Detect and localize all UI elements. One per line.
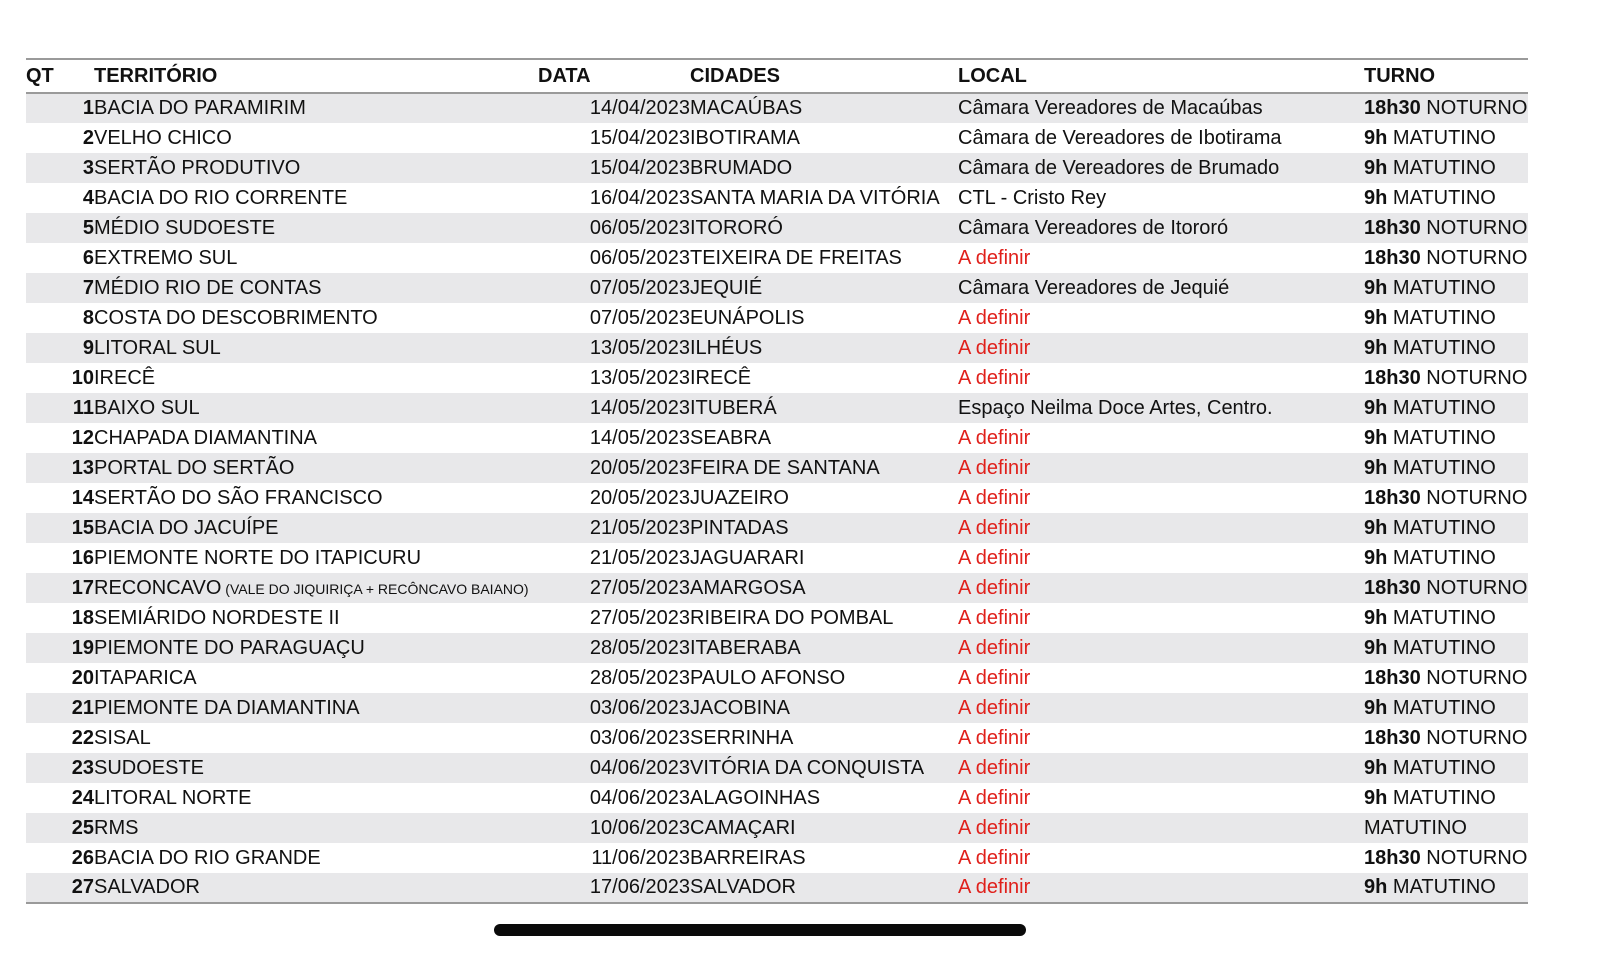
table-row: [26, 873, 1528, 903]
row-territorio-name: VELHO CHICO: [94, 126, 232, 149]
row-territorio-name: IRECÊ: [94, 366, 156, 389]
table-row: [26, 663, 1528, 693]
row-territorio: [94, 663, 538, 693]
table-row: [26, 813, 1528, 843]
row-territorio: [94, 483, 538, 513]
row-territorio-name: LITORAL NORTE: [94, 786, 252, 809]
row-territorio-name: SEMIÁRIDO NORDESTE II: [94, 606, 340, 629]
row-territorio-name: COSTA DO DESCOBRIMENTO: [94, 306, 378, 329]
row-local: A definir: [958, 816, 1031, 839]
row-data: 10/06/2023: [589, 816, 690, 839]
row-hora: 18h30: [1364, 216, 1427, 239]
row-data: 16/04/2023: [589, 186, 690, 209]
row-local: Espaço Neilma Doce Artes, Centro.: [958, 396, 1273, 419]
table-row: [26, 423, 1528, 453]
row-cidade: TEIXEIRA DE FREITAS: [690, 246, 902, 269]
row-turno: [1364, 723, 1528, 753]
row-turno: [1364, 423, 1528, 453]
row-qt: 17: [71, 576, 94, 599]
row-hora: 18h30: [1364, 366, 1427, 389]
row-territorio: [94, 513, 538, 543]
row-territorio: [94, 393, 538, 423]
row-cidade: PAULO AFONSO: [690, 666, 846, 689]
row-local: Câmara de Vereadores de Ibotirama: [958, 126, 1282, 149]
row-turno: [1364, 603, 1528, 633]
row-turno-label: NOTURNO: [1426, 216, 1528, 239]
row-qt: 25: [71, 816, 94, 839]
table-row: [26, 483, 1528, 513]
row-cidade: ITABERABA: [690, 636, 801, 659]
row-turno-label: NOTURNO: [1426, 486, 1528, 509]
row-territorio: [94, 753, 538, 783]
table-row: [26, 183, 1528, 213]
row-data: 17/06/2023: [589, 876, 690, 898]
table-row: [26, 303, 1528, 333]
row-hora: 9h: [1364, 636, 1393, 659]
row-hora: 9h: [1364, 396, 1393, 419]
row-local: A definir: [958, 426, 1031, 449]
row-hora: 9h: [1364, 876, 1393, 898]
row-qt: 24: [71, 786, 94, 809]
row-territorio-name: BACIA DO RIO CORRENTE: [94, 186, 348, 209]
row-territorio-name: PIEMONTE DA DIAMANTINA: [94, 696, 360, 719]
row-hora: 18h30: [1364, 576, 1427, 599]
row-turno: [1364, 843, 1528, 873]
row-cidade: SANTA MARIA DA VITÓRIA: [690, 186, 940, 209]
row-turno: [1364, 93, 1528, 123]
row-turno: [1364, 573, 1528, 603]
row-turno: [1364, 513, 1528, 543]
row-territorio: [94, 93, 538, 123]
row-hora: 9h: [1364, 696, 1393, 719]
row-territorio: [94, 303, 538, 333]
row-turno-label: MATUTINO: [1392, 876, 1496, 898]
row-local: Câmara Vereadores de Itororó: [958, 216, 1229, 239]
row-qt: 23: [71, 756, 94, 779]
row-turno: [1364, 633, 1528, 663]
row-hora: 9h: [1364, 426, 1393, 449]
row-turno-label: NOTURNO: [1426, 97, 1528, 119]
row-hora: 18h30: [1364, 97, 1427, 119]
row-territorio: [94, 243, 538, 273]
row-local: A definir: [958, 666, 1031, 689]
row-hora: 18h30: [1364, 846, 1427, 869]
row-qt: 13: [71, 456, 94, 479]
row-turno: [1364, 183, 1528, 213]
schedule-sheet: [26, 58, 1528, 904]
row-hora: 18h30: [1364, 246, 1427, 269]
row-turno-label: MATUTINO: [1392, 786, 1496, 809]
row-cidade: CAMAÇARI: [690, 816, 796, 839]
row-turno-label: NOTURNO: [1426, 246, 1528, 269]
row-cidade: ITUBERÁ: [690, 396, 777, 419]
row-data: 21/05/2023: [589, 546, 690, 569]
row-turno-label: MATUTINO: [1392, 156, 1496, 179]
row-local: A definir: [958, 696, 1031, 719]
row-cidade: SALVADOR: [690, 876, 796, 898]
row-cidade: PINTADAS: [690, 516, 789, 539]
row-local: A definir: [958, 876, 1031, 898]
row-local: A definir: [958, 786, 1031, 809]
row-data: 13/05/2023: [589, 366, 690, 389]
row-local: A definir: [958, 636, 1031, 659]
row-turno: [1364, 783, 1528, 813]
row-territorio: [94, 153, 538, 183]
row-turno-label: NOTURNO: [1426, 666, 1528, 689]
row-turno-label: MATUTINO: [1392, 516, 1496, 539]
row-turno: [1364, 363, 1528, 393]
table-row: [26, 843, 1528, 873]
row-qt: 11: [72, 396, 94, 419]
row-qt: 14: [71, 486, 94, 509]
home-indicator-bar[interactable]: [494, 924, 1026, 936]
row-qt: 15: [71, 516, 94, 539]
row-data: 11/06/2023: [591, 846, 690, 869]
row-territorio-name: MÉDIO SUDOESTE: [94, 216, 276, 239]
row-qt: 16: [71, 546, 94, 569]
row-qt: 1: [82, 97, 94, 119]
row-territorio-name: PORTAL DO SERTÃO: [94, 456, 295, 479]
header-territorio: TERRITÓRIO: [94, 64, 218, 87]
row-turno-label: MATUTINO: [1392, 186, 1496, 209]
row-territorio: [94, 123, 538, 153]
row-territorio: [94, 693, 538, 723]
row-data: 03/06/2023: [589, 726, 690, 749]
row-cidade: SERRINHA: [690, 726, 794, 749]
row-territorio: [94, 453, 538, 483]
row-local: A definir: [958, 726, 1031, 749]
row-hora: 9h: [1364, 276, 1393, 299]
row-territorio: [94, 543, 538, 573]
row-territorio-name: BACIA DO RIO GRANDE: [94, 846, 321, 869]
row-territorio: [94, 633, 538, 663]
row-data: 15/04/2023: [589, 156, 690, 179]
row-data: 14/05/2023: [589, 396, 690, 419]
row-turno-label: NOTURNO: [1426, 726, 1528, 749]
row-hora: 9h: [1364, 756, 1393, 779]
row-turno-label: MATUTINO: [1392, 126, 1496, 149]
row-territorio: [94, 813, 538, 843]
row-turno: [1364, 243, 1528, 273]
row-local: Câmara de Vereadores de Brumado: [958, 156, 1280, 179]
row-territorio-name: BACIA DO PARAMIRIM: [94, 97, 306, 119]
row-hora: 9h: [1364, 336, 1393, 359]
row-territorio-name: EXTREMO SUL: [94, 246, 238, 269]
row-hora: 9h: [1364, 306, 1393, 329]
row-cidade: MACAÚBAS: [690, 97, 803, 119]
row-qt: 26: [71, 846, 94, 869]
row-territorio: [94, 213, 538, 243]
table-row: [26, 783, 1528, 813]
row-data: 27/05/2023: [589, 576, 690, 599]
row-territorio: [94, 573, 538, 603]
row-data: 13/05/2023: [589, 336, 690, 359]
row-territorio: [94, 333, 538, 363]
row-cidade: IBOTIRAMA: [690, 126, 801, 149]
row-territorio-name: PIEMONTE DO PARAGUAÇU: [94, 636, 365, 659]
row-turno-label: NOTURNO: [1426, 576, 1528, 599]
row-qt: 27: [71, 876, 94, 898]
table-row: [26, 603, 1528, 633]
table-header-row: [26, 59, 1528, 93]
row-hora: 9h: [1364, 456, 1393, 479]
row-qt: 19: [71, 636, 94, 659]
row-territorio-name: SERTÃO DO SÃO FRANCISCO: [94, 486, 383, 509]
row-cidade: FEIRA DE SANTANA: [690, 456, 880, 479]
row-cidade: EUNÁPOLIS: [690, 306, 805, 329]
row-qt: 7: [82, 276, 94, 299]
row-turno-label: MATUTINO: [1392, 306, 1496, 329]
row-cidade: JEQUIÉ: [690, 276, 763, 299]
row-data: 27/05/2023: [589, 606, 690, 629]
row-qt: 2: [82, 126, 94, 149]
table-row: [26, 633, 1528, 663]
row-local: A definir: [958, 456, 1031, 479]
row-local: A definir: [958, 306, 1031, 329]
row-territorio-note: (VALE DO JIQUIRIÇA + RECÔNCAVO BAIANO): [221, 580, 529, 597]
row-cidade: AMARGOSA: [690, 576, 806, 599]
row-turno: [1364, 813, 1528, 843]
row-turno-label: MATUTINO: [1392, 696, 1496, 719]
row-hora: 9h: [1364, 606, 1393, 629]
header-qt: QT: [26, 64, 54, 87]
row-local: A definir: [958, 846, 1031, 869]
table-row: [26, 123, 1528, 153]
row-hora: 18h30: [1364, 726, 1427, 749]
table-body: [26, 93, 1528, 903]
row-territorio-name: SALVADOR: [94, 876, 200, 898]
row-territorio: [94, 873, 538, 903]
row-turno-label: MATUTINO: [1392, 336, 1496, 359]
row-data: 20/05/2023: [589, 456, 690, 479]
table-row: [26, 723, 1528, 753]
row-cidade: SEABRA: [690, 426, 772, 449]
row-local: A definir: [958, 576, 1031, 599]
row-data: 04/06/2023: [589, 756, 690, 779]
row-hora: 9h: [1364, 186, 1393, 209]
row-data: 20/05/2023: [589, 486, 690, 509]
row-territorio: [94, 603, 538, 633]
row-local: A definir: [958, 606, 1031, 629]
row-turno-label: MATUTINO: [1392, 606, 1496, 629]
row-territorio-name: RECONCAVO: [94, 576, 222, 599]
row-turno: [1364, 123, 1528, 153]
row-data: 03/06/2023: [589, 696, 690, 719]
row-territorio-name: MÉDIO RIO DE CONTAS: [94, 276, 322, 299]
header-turno: TURNO: [1364, 64, 1436, 87]
header-data: DATA: [538, 64, 591, 87]
row-data: 21/05/2023: [589, 516, 690, 539]
table-row: [26, 393, 1528, 423]
row-turno: [1364, 753, 1528, 783]
header-cidades: CIDADES: [690, 64, 781, 87]
schedule-table: [26, 58, 1528, 904]
row-qt: 5: [82, 216, 94, 239]
row-hora: 9h: [1364, 546, 1393, 569]
row-cidade: VITÓRIA DA CONQUISTA: [690, 756, 925, 779]
table-row: [26, 93, 1528, 123]
row-territorio-name: BACIA DO JACUÍPE: [94, 516, 279, 539]
row-turno: [1364, 333, 1528, 363]
row-qt: 3: [82, 156, 94, 179]
row-local: Câmara Vereadores de Jequié: [958, 276, 1230, 299]
row-qt: 12: [71, 426, 94, 449]
row-territorio: [94, 843, 538, 873]
row-cidade: BRUMADO: [690, 156, 793, 179]
table-row: [26, 153, 1528, 183]
header-local: LOCAL: [958, 64, 1027, 87]
table-row: [26, 333, 1528, 363]
row-turno-label: NOTURNO: [1426, 366, 1528, 389]
row-territorio: [94, 183, 538, 213]
row-territorio-name: PIEMONTE NORTE DO ITAPICURU: [94, 546, 422, 569]
row-territorio: [94, 723, 538, 753]
row-local: A definir: [958, 246, 1031, 269]
row-data: 28/05/2023: [589, 636, 690, 659]
row-turno-label: MATUTINO: [1392, 276, 1496, 299]
row-qt: 22: [71, 726, 94, 749]
row-local: A definir: [958, 756, 1031, 779]
table-row: [26, 513, 1528, 543]
row-turno: [1364, 663, 1528, 693]
row-territorio-name: RMS: [94, 816, 139, 839]
row-territorio-name: LITORAL SUL: [94, 336, 221, 359]
row-territorio-name: SISAL: [94, 726, 151, 749]
row-turno-label: MATUTINO: [1392, 456, 1496, 479]
row-cidade: ILHÉUS: [690, 336, 763, 359]
table-row: [26, 753, 1528, 783]
row-qt: 8: [82, 306, 94, 329]
row-territorio: [94, 783, 538, 813]
row-turno: [1364, 153, 1528, 183]
table-row: [26, 543, 1528, 573]
row-turno-label: MATUTINO: [1364, 816, 1467, 839]
row-turno: [1364, 453, 1528, 483]
row-turno-label: MATUTINO: [1392, 636, 1496, 659]
row-territorio: [94, 423, 538, 453]
row-local: CTL - Cristo Rey: [958, 186, 1107, 209]
row-hora: 9h: [1364, 786, 1393, 809]
row-local: A definir: [958, 546, 1031, 569]
row-cidade: BARREIRAS: [690, 846, 806, 869]
row-hora: 18h30: [1364, 666, 1427, 689]
table-row: [26, 273, 1528, 303]
row-data: 04/06/2023: [589, 786, 690, 809]
row-data: 07/05/2023: [589, 306, 690, 329]
row-turno-label: MATUTINO: [1392, 426, 1496, 449]
row-cidade: ALAGOINHAS: [690, 786, 821, 809]
row-qt: 18: [71, 606, 94, 629]
row-turno: [1364, 213, 1528, 243]
row-local: A definir: [958, 486, 1031, 509]
row-turno: [1364, 543, 1528, 573]
table-row: [26, 243, 1528, 273]
row-cidade: RIBEIRA DO POMBAL: [690, 606, 894, 629]
row-local: A definir: [958, 366, 1031, 389]
row-data: 14/04/2023: [589, 97, 690, 119]
row-local: A definir: [958, 336, 1031, 359]
row-data: 28/05/2023: [589, 666, 690, 689]
row-hora: 9h: [1364, 156, 1393, 179]
row-turno: [1364, 273, 1528, 303]
row-turno-label: MATUTINO: [1392, 546, 1496, 569]
row-territorio-name: SERTÃO PRODUTIVO: [94, 156, 301, 179]
row-territorio-name: ITAPARICA: [94, 666, 197, 689]
row-turno-label: MATUTINO: [1392, 396, 1496, 419]
row-qt: 21: [71, 696, 94, 719]
row-data: 15/04/2023: [589, 126, 690, 149]
row-territorio-name: BAIXO SUL: [94, 396, 200, 419]
row-turno-label: MATUTINO: [1392, 756, 1496, 779]
row-cidade: JUAZEIRO: [690, 486, 789, 509]
row-data: 06/05/2023: [589, 216, 690, 239]
row-territorio: [94, 273, 538, 303]
table-row: [26, 363, 1528, 393]
row-turno-label: NOTURNO: [1426, 846, 1528, 869]
row-hora: 18h30: [1364, 486, 1427, 509]
table-row: [26, 453, 1528, 483]
row-qt: 20: [71, 666, 94, 689]
table-row: [26, 573, 1528, 603]
row-turno: [1364, 483, 1528, 513]
row-cidade: ITORORÓ: [690, 216, 783, 239]
row-qt: 6: [82, 246, 94, 269]
row-hora: 9h: [1364, 126, 1393, 149]
row-cidade: JAGUARARI: [690, 546, 805, 569]
row-turno: [1364, 303, 1528, 333]
table-row: [26, 693, 1528, 723]
row-hora: 9h: [1364, 516, 1393, 539]
table-row: [26, 213, 1528, 243]
row-turno: [1364, 393, 1528, 423]
row-local: Câmara Vereadores de Macaúbas: [958, 97, 1263, 119]
row-turno: [1364, 693, 1528, 723]
row-qt: 9: [82, 336, 94, 359]
row-territorio: [94, 363, 538, 393]
row-data: 07/05/2023: [589, 276, 690, 299]
row-territorio-name: SUDOESTE: [94, 756, 205, 779]
row-data: 14/05/2023: [589, 426, 690, 449]
row-qt: 10: [71, 366, 94, 389]
row-cidade: JACOBINA: [690, 696, 791, 719]
row-turno: [1364, 873, 1528, 903]
row-local: A definir: [958, 516, 1031, 539]
row-qt: 4: [82, 186, 94, 209]
row-data: 06/05/2023: [589, 246, 690, 269]
row-cidade: IRECÊ: [690, 366, 752, 389]
row-territorio-name: CHAPADA DIAMANTINA: [94, 426, 317, 449]
